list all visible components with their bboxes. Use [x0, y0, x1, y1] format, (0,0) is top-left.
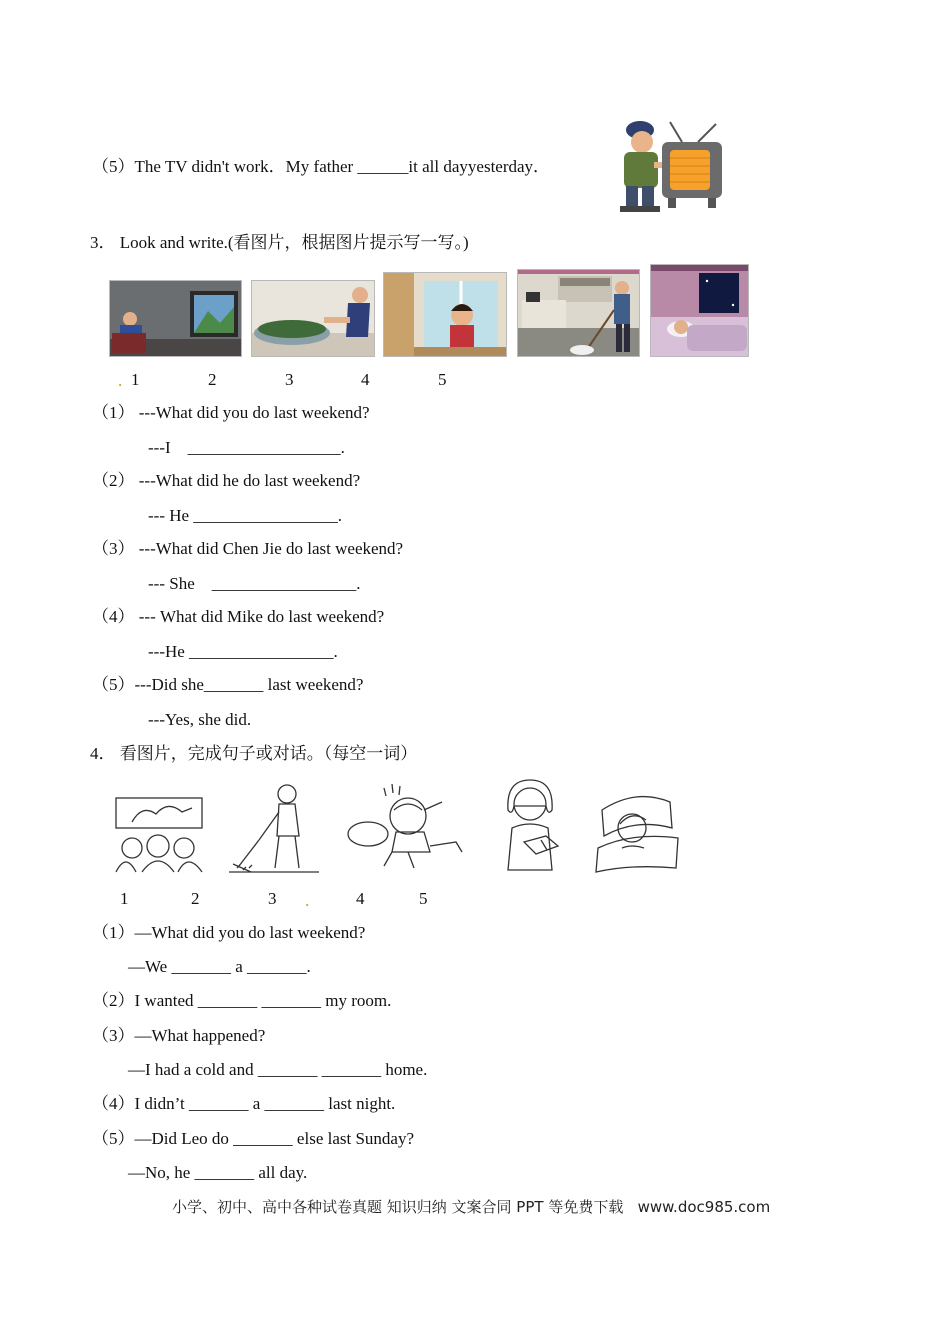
- picture-number: 4: [356, 889, 365, 908]
- answer-4-1: —We _______ a _______.: [128, 957, 311, 976]
- picture-number: 2: [208, 370, 217, 389]
- answer-3-3: --- She _________________.: [148, 574, 361, 593]
- picture-number: 5: [419, 889, 428, 908]
- picture-number: 5: [438, 370, 447, 389]
- photo-washing-clothes: [251, 280, 375, 357]
- photo-watching-tv: [109, 280, 242, 357]
- drawing-boy-in-bed: [592, 788, 680, 874]
- drawing-girl-reading: [496, 776, 564, 872]
- picture-number: 1: [120, 889, 129, 908]
- question-2-5: （5）The TV didn't work．My father ______it all dayyesterday．: [92, 157, 551, 176]
- question-3-5: （5）---Did she_______ last weekend?: [92, 675, 364, 694]
- tv-repair-illustration: [606, 112, 726, 216]
- answer-3-4: ---He _________________.: [148, 642, 338, 661]
- page-footer: 小学、初中、高中各种试卷真题 知识归纳 文案合同 PPT 等免费下载 www.doc985.com: [172, 1198, 771, 1216]
- answer-3-1: ---I __________________.: [148, 438, 345, 457]
- answer-4-3: —I had a cold and _______ _______ home.: [128, 1060, 428, 1079]
- photo-boy-at-window: [383, 272, 507, 357]
- picture-number: 2: [191, 889, 200, 908]
- picture-number: 3: [285, 370, 294, 389]
- answer-4-5: —No, he _______ all day.: [128, 1163, 308, 1182]
- photo-sleeping: [650, 264, 749, 357]
- answer-3-2: --- He _________________.: [148, 506, 343, 525]
- section-3-heading: 3． Look and write.(看图片，根据图片提示写一写。): [90, 233, 469, 252]
- picture-number: 1: [131, 370, 140, 389]
- section-4-heading: 4． 看图片，完成句子或对话。（每空一词）: [90, 744, 418, 763]
- answer-3-5: ---Yes, she did.: [148, 710, 252, 729]
- question-3-4: （4） --- What did Mike do last weekend?: [92, 607, 385, 626]
- picture-number: 3: [268, 889, 277, 908]
- photo-cleaning-room: [517, 269, 640, 357]
- drawing-watching-film: [112, 792, 206, 874]
- question-4-5: （5）—Did Leo do _______ else last Sunday?: [92, 1129, 415, 1148]
- question-3-1: （1） ---What did you do last weekend?: [92, 403, 370, 422]
- drawing-sweeping-floor: [229, 780, 319, 878]
- question-3-2: （2） ---What did he do last weekend?: [92, 471, 361, 490]
- question-4-2: （2）I wanted _______ _______ my room.: [92, 991, 392, 1010]
- question-4-4: （4）I didn’t _______ a _______ last night.: [92, 1094, 396, 1113]
- question-4-1: （1）—What did you do last weekend?: [92, 923, 366, 942]
- question-3-3: （3） ---What did Chen Jie do last weekend?: [92, 539, 404, 558]
- picture-number: 4: [361, 370, 370, 389]
- question-4-3: （3）—What happened?: [92, 1026, 266, 1045]
- drawing-sick-child: [344, 780, 470, 874]
